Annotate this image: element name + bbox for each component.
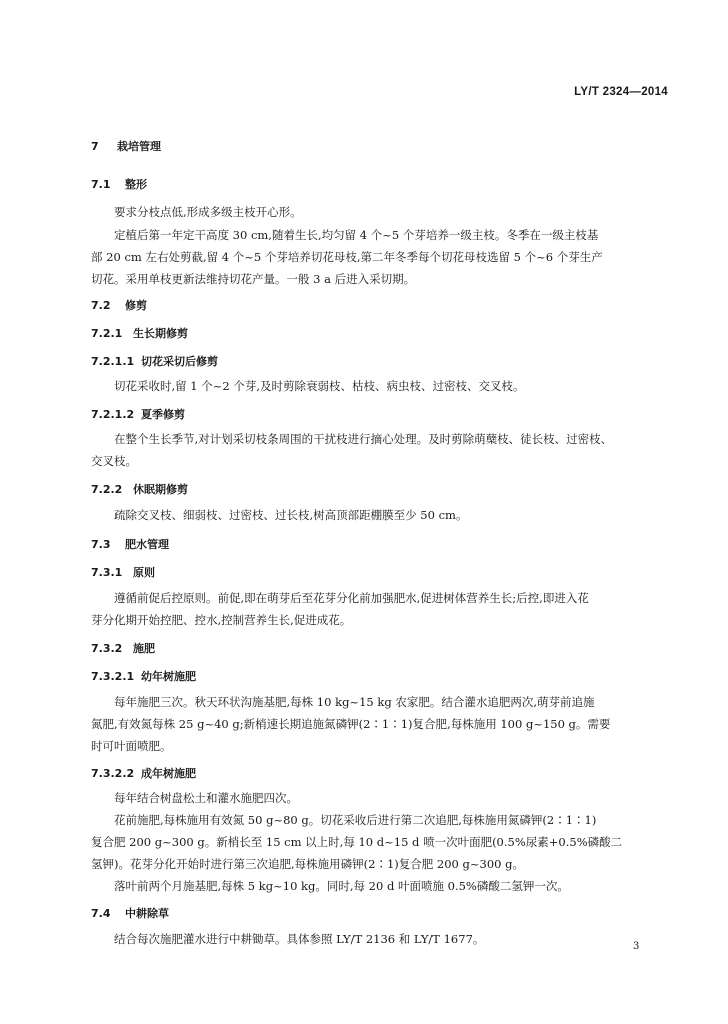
paragraph-7-3-2-2-b [91, 809, 658, 875]
section-heading-7-2-2 [91, 481, 188, 497]
text-line: 切花采收时,留 1 个~2 个芽,及时剪除衰弱枝、枯枝、病虫枝、过密枝、交叉枝。 [114, 379, 525, 393]
paragraph-7-2-2 [91, 504, 658, 526]
text-line: 遵循前促后控原则。前促,即在萌芽后至花芽分化前加强肥水,促进树体营养生长;后控,即进入花 [114, 591, 589, 605]
section-number: 7.3.2 [91, 642, 123, 655]
section-title: 成年树施肥 [141, 767, 196, 780]
section-heading-7-3 [91, 536, 169, 552]
section-number: 7.3.2.2 [91, 767, 135, 780]
section-title: 整形 [125, 178, 147, 191]
section-number: 7.2.1 [91, 327, 123, 340]
text-line: 氮肥,有效氮每株 25 g~40 g;新梢速长期追施氮磷钾(2∶1∶1)复合肥,每株施用 100 g~150 g。需要 [91, 717, 611, 731]
paragraph-7-3-2-2-a [91, 787, 658, 809]
text-line: 芽分化期开始控肥、控水,控制营养生长,促进成花。 [91, 613, 352, 627]
text-line: 要求分枝点低,形成多级主枝开心形。 [114, 205, 302, 219]
text-line: 结合每次施肥灌水进行中耕锄草。具体参照 LY/T 2136 和 LY/T 1677。 [114, 932, 485, 946]
section-number: 7.3.1 [91, 566, 123, 579]
section-heading-7 [91, 138, 161, 154]
section-heading-7-2-1-1 [91, 353, 218, 369]
page-number: 3 [633, 941, 640, 952]
standard-code: LY/T 2324—2014 [574, 86, 668, 98]
section-title: 施肥 [133, 642, 155, 655]
section-heading-7-3-2-1 [91, 668, 196, 684]
section-title: 原则 [133, 566, 155, 579]
section-number: 7.2.2 [91, 483, 123, 496]
section-heading-7-4 [91, 905, 169, 921]
text-line: 每年结合树盘松土和灌水施肥四次。 [114, 791, 298, 805]
paragraph-7-4 [91, 928, 658, 950]
section-title: 幼年树施肥 [141, 670, 196, 683]
paragraph-7-3-2-1 [91, 691, 658, 757]
paragraph-7-3-1 [91, 587, 658, 631]
section-title: 中耕除草 [125, 907, 169, 920]
text-line: 部 20 cm 左右处剪截,留 4 个~5 个芽培养切花母枝,第二年冬季每个切花母枝选留 5 个~6 个芽生产 [91, 250, 603, 264]
section-heading-7-3-1 [91, 564, 155, 580]
section-number: 7.2.1.1 [91, 355, 135, 368]
section-number: 7.3.2.1 [91, 670, 135, 683]
text-line: 氢钾)。花芽分化开始时进行第三次追肥,每株施用磷钾(2∶1)复合肥 200 g~300 g。 [91, 857, 524, 871]
section-title: 切花采切后修剪 [141, 355, 218, 368]
section-title: 休眠期修剪 [133, 483, 188, 496]
paragraph-7-3-2-2-c [91, 875, 658, 897]
section-heading-7-2 [91, 297, 147, 313]
text-line: 在整个生长季节,对计划采切枝条周围的干扰枝进行摘心处理。及时剪除萌蘖枝、徒长枝、过密枝、 [114, 432, 613, 446]
section-heading-7-2-1-2 [91, 406, 185, 422]
section-number: 7.3 [91, 538, 111, 551]
text-line: 定植后第一年定干高度 30 cm,随着生长,均匀留 4 个~5 个芽培养一级主枝。冬季在一级主枝基 [114, 228, 599, 242]
text-line: 复合肥 200 g~300 g。新梢长至 15 cm 以上时,每 10 d~15 d 喷一次叶面肥(0.5%尿素+0.5%磷酸二 [91, 835, 623, 849]
paragraph-7-1-b [91, 224, 658, 290]
section-heading-7-2-1 [91, 325, 188, 341]
text-line: 落叶前两个月施基肥,每株 5 kg~10 kg。同时,每 20 d 叶面喷施 0.5%磷酸二氢钾一次。 [114, 879, 569, 893]
text-line: 时可叶面喷肥。 [91, 739, 172, 753]
section-number: 7.4 [91, 907, 111, 920]
section-title: 修剪 [125, 299, 147, 312]
section-heading-7-3-2-2 [91, 765, 196, 781]
section-heading-7-3-2 [91, 640, 155, 656]
text-line: 交叉枝。 [91, 454, 137, 468]
section-title: 生长期修剪 [133, 327, 188, 340]
paragraph-7-1-a [91, 201, 658, 223]
section-number: 7.2 [91, 299, 111, 312]
section-title: 夏季修剪 [141, 408, 185, 421]
section-number: 7.1 [91, 178, 111, 191]
text-line: 疏除交叉枝、细弱枝、过密枝、过长枝,树高顶部距棚膜至少 50 cm。 [114, 508, 468, 522]
section-title: 肥水管理 [125, 538, 169, 551]
text-line: 花前施肥,每株施用有效氮 50 g~80 g。切花采收后进行第二次追肥,每株施用氮磷钾(2∶1∶1) [114, 813, 597, 827]
paragraph-7-2-1-1 [91, 375, 658, 397]
text-line: 切花。采用单枝更新法维持切花产量。一般 3 a 后进入采切期。 [91, 272, 416, 286]
paragraph-7-2-1-2 [91, 428, 658, 472]
section-number: 7.2.1.2 [91, 408, 135, 421]
section-heading-7-1 [91, 176, 147, 192]
section-number: 7 [91, 140, 99, 153]
section-title: 栽培管理 [117, 140, 161, 153]
text-line: 每年施肥三次。秋天环状沟施基肥,每株 10 kg~15 kg 农家肥。结合灌水追肥两次,萌芽前追施 [114, 695, 595, 709]
